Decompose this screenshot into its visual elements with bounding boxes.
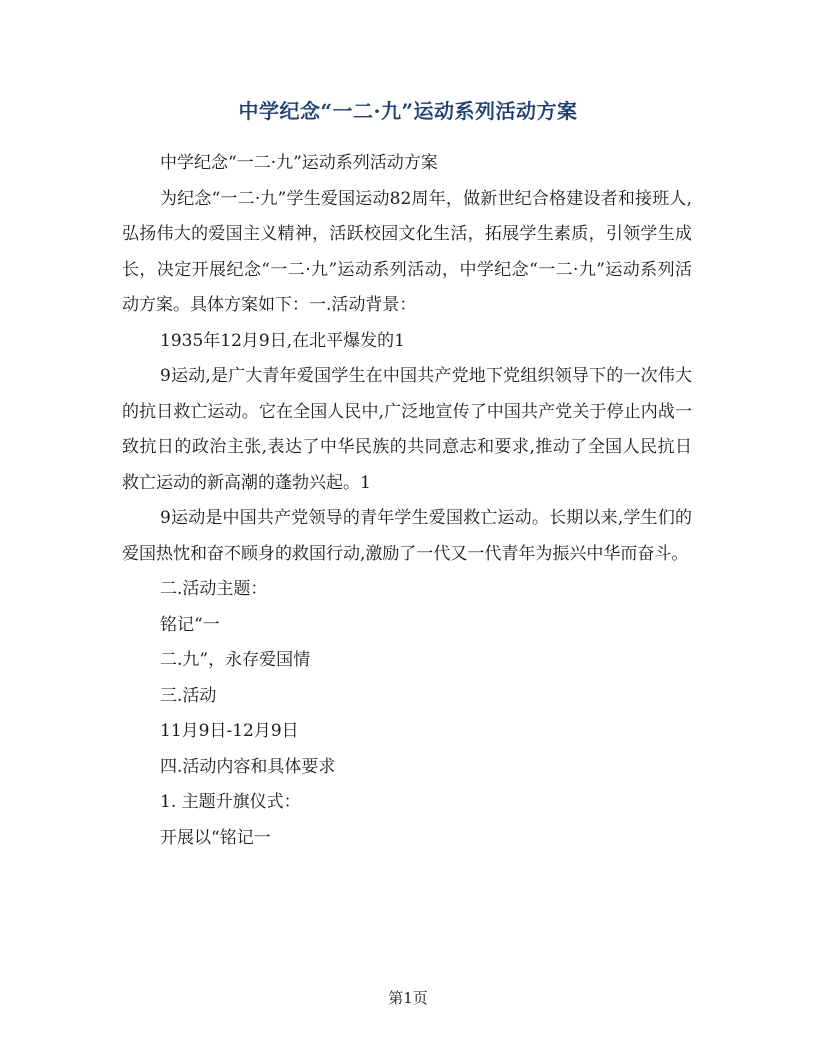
paragraph-flag-ceremony: 开展以“铭记一 [160,827,271,848]
document-title: 中学纪念“一二·九”运动系列活动方案 [238,99,578,123]
heading-activity: 三.活动 [160,685,217,706]
list-item-flag-ceremony: 1. 主题升旗仪式： [160,792,301,812]
paragraph-intro: 为纪念“一二·九”学生爱国运动82周年，做新世纪合格建设者和接班人,弘扬伟大的爱国主义精神，活跃校园文化生活，拓展学生素质，引领学生成长，决定开展纪念“一二·九”运动系列活动，中学纪念“一二·九”运动系列活动方案。具体方案如下：一.活动背景： [122,188,692,315]
heading-content: 四.活动内容和具体要求 [160,756,336,777]
paragraph-significance: 9运动是中国共产党领导的青年学生爱国救亡运动。长期以来,学生们的爱国热忱和奋不顾身的救国行动,激励了一代又一代青年为振兴中华而奋斗。 [122,508,692,564]
paragraph-subtitle: 中学纪念“一二·九”运动系列活动方案 [160,153,438,173]
heading-theme: 二.活动主题： [160,579,268,599]
paragraph-theme-part2: 二.九”，永存爱国情 [160,650,311,670]
paragraph-background: 9运动,是广大青年爱国学生在中国共产党地下党组织领导下的一次伟大的抗日救亡运动。它在全国人民中,广泛地宣传了中国共产党关于停止内战一致抗日的政治主张,表达了中华民族的共同意志和要求,推动了全国人民抗日救亡运动的新高潮的蓬勃兴起。1 [122,366,692,493]
paragraph-activity-dates: 11月9日-12月9日 [160,721,299,741]
paragraph-theme-part1: 铭记“一 [160,614,220,635]
paragraph-date: 1935年12月9日,在北平爆发的1 [160,330,405,351]
document-body [122,146,692,856]
page-number: 第1页 [388,989,428,1007]
